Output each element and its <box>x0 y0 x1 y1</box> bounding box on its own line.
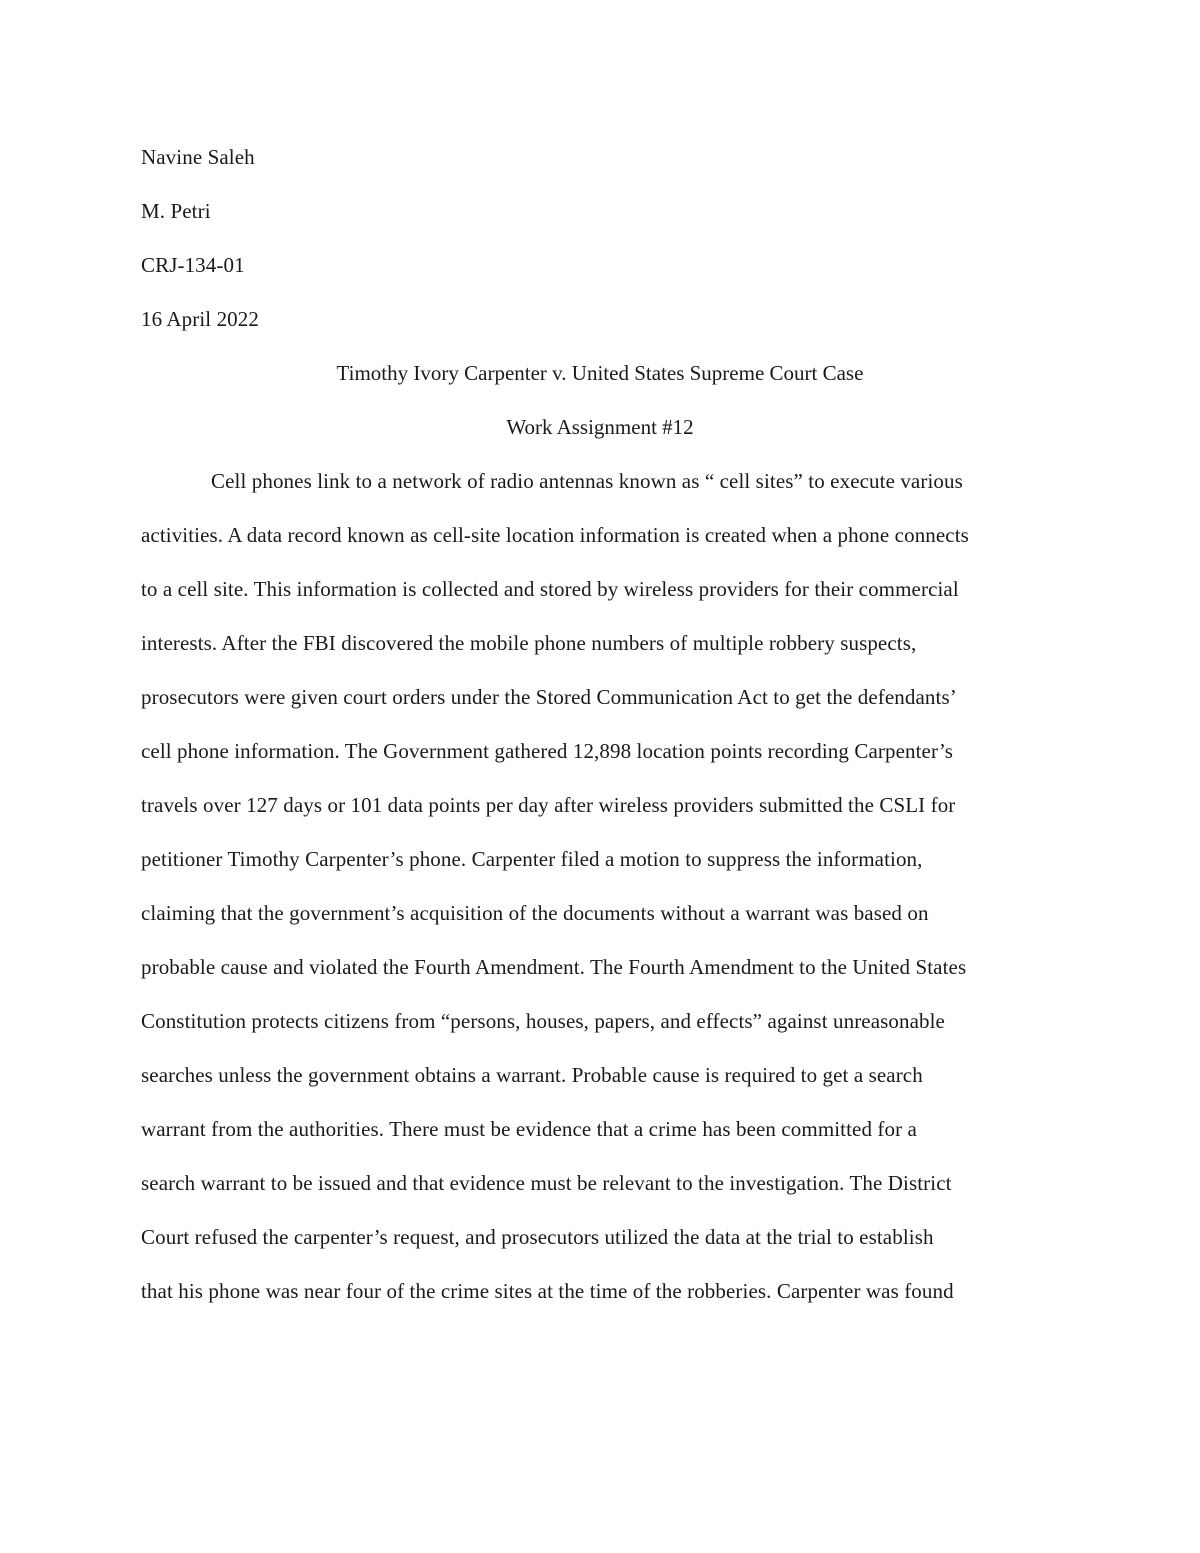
paragraph-line: that his phone was near four of the crime sites at the time of the robberies. Carpenter was found <box>141 1279 954 1303</box>
document-subtitle: Work Assignment #12 <box>506 415 694 439</box>
paragraph-line: interests. After the FBI discovered the mobile phone numbers of multiple robbery suspects, <box>141 631 917 655</box>
document-title: Timothy Ivory Carpenter v. United States Supreme Court Case <box>336 361 864 385</box>
paragraph-line: Constitution protects citizens from “persons, houses, papers, and effects” against unreasonable <box>141 1009 945 1033</box>
paragraph-line: Cell phones link to a network of radio antennas known as “ cell sites” to execute various <box>211 469 963 493</box>
paragraph-line: prosecutors were given court orders under the Stored Communication Act to get the defendants’ <box>141 685 957 709</box>
paragraph-line: probable cause and violated the Fourth Amendment. The Fourth Amendment to the United States <box>141 955 967 979</box>
paragraph-line: petitioner Timothy Carpenter’s phone. Carpenter filed a motion to suppress the information, <box>141 847 923 871</box>
paragraph-line: searches unless the government obtains a warrant. Probable cause is required to get a search <box>141 1063 923 1087</box>
paragraph-line: warrant from the authorities. There must be evidence that a crime has been committed for a <box>141 1117 917 1141</box>
course-code: CRJ-134-01 <box>141 253 245 277</box>
paragraph-line: to a cell site. This information is collected and stored by wireless providers for their commercial <box>141 577 959 601</box>
instructor-name: M. Petri <box>141 199 211 223</box>
date: 16 April 2022 <box>141 307 259 331</box>
paragraph-line: Court refused the carpenter’s request, and prosecutors utilized the data at the trial to establish <box>141 1225 934 1249</box>
paragraph-line: search warrant to be issued and that evidence must be relevant to the investigation. The District <box>141 1171 952 1195</box>
author-name: Navine Saleh <box>141 145 255 169</box>
paragraph-line: travels over 127 days or 101 data points per day after wireless providers submitted the CSLI for <box>141 793 956 817</box>
paragraph-line: claiming that the government’s acquisition of the documents without a warrant was based on <box>141 901 929 925</box>
paragraph-line: cell phone information. The Government gathered 12,898 location points recording Carpenter’s <box>141 739 954 763</box>
paragraph-line: activities. A data record known as cell-site location information is created when a phone connects <box>141 523 969 547</box>
